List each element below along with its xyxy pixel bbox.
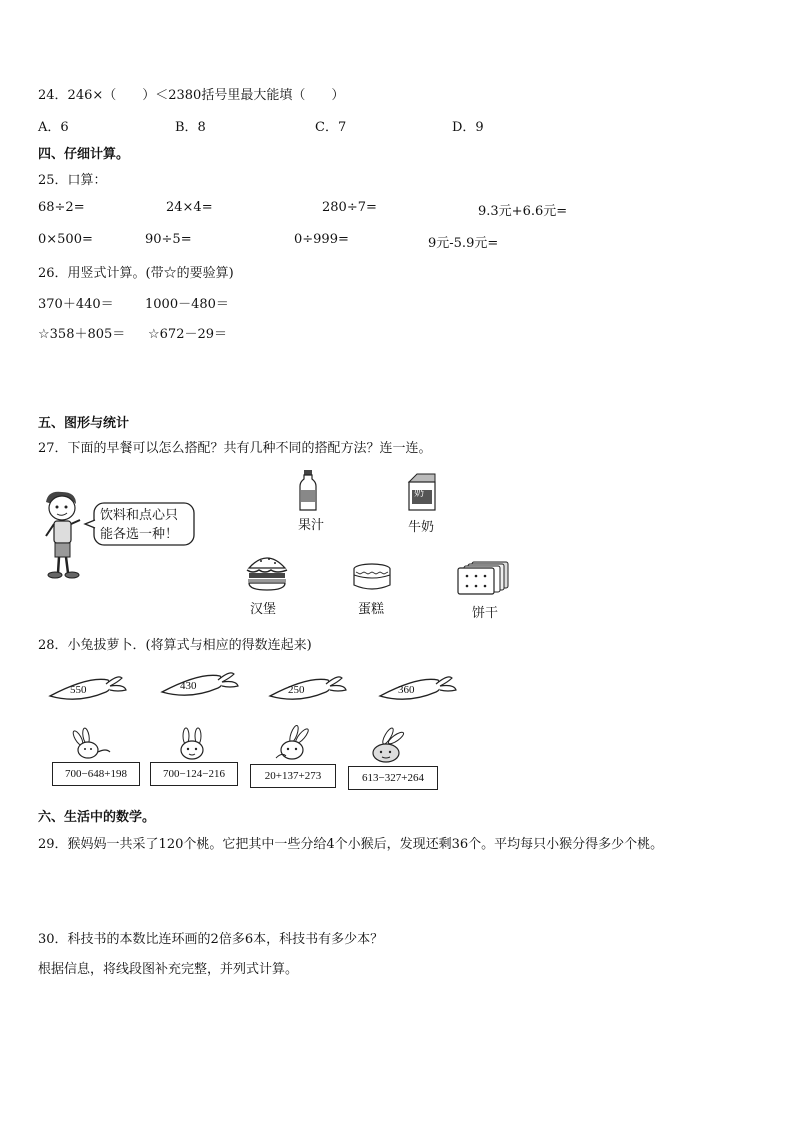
rabbit-icon [272, 726, 316, 762]
q24-option-b[interactable]: B．8 [175, 120, 206, 135]
q30-instruction: 根据信息，将线段图补充完整，并列式计算。 [38, 962, 299, 977]
carrot-icon[interactable] [268, 670, 348, 706]
hamburger-icon[interactable] [245, 552, 289, 592]
q26-item: 370＋440＝ [38, 297, 114, 312]
q25-item: 0÷999= [294, 232, 349, 247]
section4-title: 四、仔细计算。 [38, 147, 130, 162]
carrot-value: 250 [288, 684, 305, 696]
boy-illustration [32, 488, 92, 583]
q24-option-a[interactable]: A．6 [38, 120, 69, 135]
speech-text-line1: 饮料和点心只 [100, 508, 179, 523]
q26-item: 1000－480＝ [145, 297, 229, 312]
snack-label-hamburger: 汉堡 [250, 602, 277, 617]
carrot-icon[interactable] [378, 670, 458, 706]
biscuit-icon[interactable] [456, 560, 512, 596]
snack-label-cake: 蛋糕 [358, 602, 385, 617]
carrot-icon[interactable] [48, 670, 128, 706]
q30-stem: 30．科技书的本数比连环画的2倍多6本，科技书有多少本？ [38, 932, 384, 947]
q26-item: ☆672－29＝ [148, 327, 228, 342]
q25-item: 280÷7= [322, 200, 377, 215]
q27-stem: 27．下面的早餐可以怎么搭配？共有几种不同的搭配方法？连一连。 [38, 441, 432, 456]
q25-item: 9元-5.9元= [428, 236, 499, 251]
drink-label-juice: 果汁 [298, 518, 325, 533]
carrot-icon[interactable] [160, 666, 240, 702]
juice-bottle-icon[interactable] [298, 470, 318, 512]
milk-carton-text: 奶 [414, 488, 424, 499]
q28-stem: 28．小兔拔萝卜．(将算式与相应的得数连起来) [38, 638, 312, 653]
section6-title: 六、生活中的数学。 [38, 810, 156, 825]
rabbit-icon [366, 728, 412, 764]
rabbit-icon [70, 730, 114, 760]
q24-option-d[interactable]: D．9 [452, 120, 484, 135]
equation-box[interactable]: 613−327+264 [348, 766, 438, 790]
q24-option-c[interactable]: C．7 [315, 120, 347, 135]
speech-text-line2: 能各选一种！ [100, 527, 179, 542]
equation-box[interactable]: 700−124−216 [150, 762, 238, 786]
q26-stem: 26．用竖式计算。(带☆的要验算) [38, 266, 234, 281]
rabbit-icon [172, 728, 212, 762]
snack-label-biscuit: 饼干 [472, 606, 499, 621]
equation-box[interactable]: 20+137+273 [250, 764, 336, 788]
q25-item: 68÷2= [38, 200, 85, 215]
equation-box[interactable]: 700−648+198 [52, 762, 140, 786]
section5-title: 五、图形与统计 [38, 416, 130, 431]
q24-stem: 24．246×（ ）＜2380括号里最大能填（ ） [38, 88, 345, 103]
q25-item: 90÷5= [145, 232, 192, 247]
q25-item: 9.3元+6.6元= [478, 204, 568, 219]
q25-item: 24×4= [166, 200, 213, 215]
cake-icon[interactable] [352, 563, 392, 593]
carrot-value: 550 [70, 684, 87, 696]
q26-item: ☆358＋805＝ [38, 327, 126, 342]
q25-item: 0×500= [38, 232, 93, 247]
q25-stem: 25．口算： [38, 173, 107, 188]
drink-label-milk: 牛奶 [408, 520, 435, 535]
carrot-value: 360 [398, 684, 415, 696]
carrot-value: 430 [180, 680, 197, 692]
q29-stem: 29．猴妈妈一共采了120个桃。它把其中一些分给4个小猴后，发现还剩36个。平均每只小猴分得多少个桃。 [38, 837, 664, 852]
